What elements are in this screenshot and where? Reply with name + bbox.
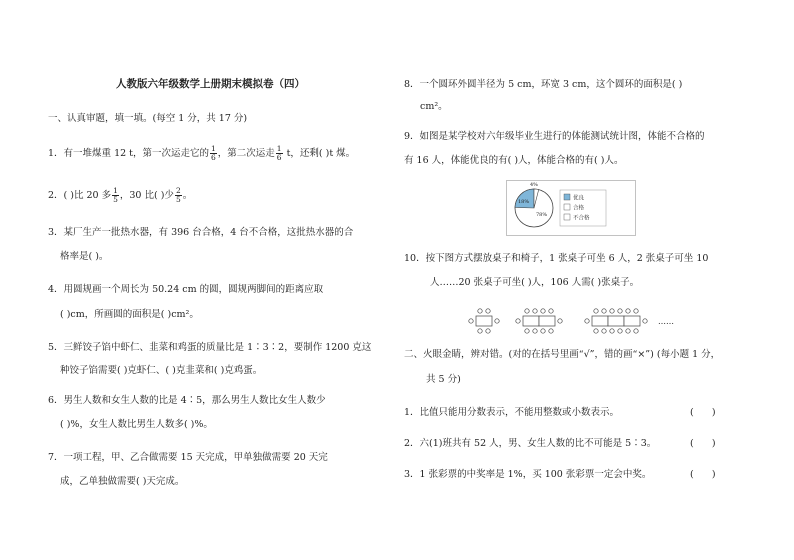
judge-3-paren[interactable]: ( ) bbox=[690, 469, 716, 480]
tables-diagram bbox=[468, 307, 698, 335]
fraction: $\frac{2}{5}$ bbox=[175, 186, 181, 204]
pie-label-4: 4% bbox=[530, 182, 538, 188]
question-10-line1: 10．按下图方式摆放桌子和椅子，1 张桌子可坐 6 人，2 张桌子可坐 10 bbox=[404, 253, 709, 264]
table-group-1 bbox=[469, 309, 499, 333]
section2-heading-line2: 共 5 分) bbox=[426, 374, 461, 385]
legend-good: 优良 bbox=[573, 195, 585, 202]
legend-swatch-fail bbox=[564, 214, 570, 220]
question-7-line2: 成，乙单独做需要( )天完成。 bbox=[60, 476, 185, 487]
legend-swatch-good bbox=[564, 194, 570, 200]
question-4-line2: ( )cm，所画圆的面积是( )cm²。 bbox=[60, 309, 199, 320]
question-3-line1: 3．某厂生产一批热水器，有 396 台合格，4 台不合格，这批热水器的合 bbox=[48, 227, 354, 238]
section2-heading-line1: 二、火眼金睛，辨对错。(对的在括号里画“√”，错的画“×”) (每小题 1 分， bbox=[404, 349, 721, 360]
legend-swatch-pass bbox=[564, 204, 570, 210]
question-9-line1: 9．如图是某学校对六年级毕业生进行的体能测试统计图，体能不合格的 bbox=[404, 131, 705, 142]
fitness-pie-chart bbox=[506, 180, 636, 236]
pie-label-78: 78% bbox=[536, 212, 548, 218]
question-8-line2: cm²。 bbox=[420, 101, 448, 112]
legend-fail: 不合格 bbox=[573, 215, 590, 222]
question-6-line1: 6．男生人数和女生人数的比是 4∶5，那么男生人数比女生人数少 bbox=[48, 395, 326, 406]
question-8-line1: 8．一个圆环外圆半径为 5 cm，环宽 3 cm，这个圆环的面积是( ) bbox=[404, 79, 683, 90]
table-group-2 bbox=[516, 309, 562, 333]
question-5-line1: 5．三鲜饺子馅中虾仁、韭菜和鸡蛋的质量比是 1∶3∶2，要制作 1200 克这 bbox=[48, 342, 372, 353]
fraction: $\frac{1}{6}$ bbox=[211, 144, 216, 162]
question-3-line2: 格率是( )。 bbox=[60, 251, 109, 262]
question-5-line2: 种饺子馅需要( )克虾仁、( )克韭菜和( )克鸡蛋。 bbox=[60, 365, 263, 376]
judge-2-paren[interactable]: ( ) bbox=[690, 438, 716, 449]
question-2: 2．( )比 20 多 $\frac{1}{5}$ ，30 比( )少 $\frac{2}{5}$ 。 bbox=[48, 186, 193, 204]
question-1: 1．有一堆煤重 12 t，第一次运走它的 $\frac{1}{6}$ ，第二次运走 $\frac{1}{6}$ t，还剩( )t 煤。 bbox=[48, 144, 356, 162]
ellipsis: …… bbox=[658, 317, 674, 326]
question-10-line2: 人……20 张桌子可坐( )人，106 人需( )张桌子。 bbox=[430, 277, 640, 288]
question-7-line1: 7．一项工程，甲、乙合做需要 15 天完成，甲单独做需要 20 天完 bbox=[48, 452, 328, 463]
judge-1: 1．比值只能用分数表示，不能用整数或小数表示。 bbox=[404, 407, 620, 418]
table-group-3 bbox=[585, 309, 647, 333]
question-4-line1: 4．用圆规画一个周长为 50.24 cm 的圆，圆规两脚间的距离应取 bbox=[48, 284, 324, 295]
fraction: $\frac{1}{5}$ bbox=[113, 186, 118, 204]
question-6-line2: ( )%，女生人数比男生人数多( )%。 bbox=[60, 419, 213, 430]
page-title: 人教版六年级数学上册期末模拟卷（四） bbox=[116, 78, 305, 90]
judge-1-paren[interactable]: ( ) bbox=[690, 407, 716, 418]
judge-3: 3．1 张彩票的中奖率是 1%，买 100 张彩票一定会中奖。 bbox=[404, 469, 652, 480]
section1-heading: 一、认真审题，填一填。(每空 1 分，共 17 分) bbox=[48, 113, 248, 124]
judge-2: 2．六(1)班共有 52 人，男、女生人数的比不可能是 5∶3。 bbox=[404, 438, 657, 449]
legend-pass: 合格 bbox=[573, 205, 585, 212]
fraction: $\frac{1}{6}$ bbox=[276, 144, 282, 162]
pie-label-18: 18% bbox=[518, 199, 530, 205]
question-9-line2: 有 16 人，体能优良的有( )人，体能合格的有( )人。 bbox=[404, 155, 624, 166]
